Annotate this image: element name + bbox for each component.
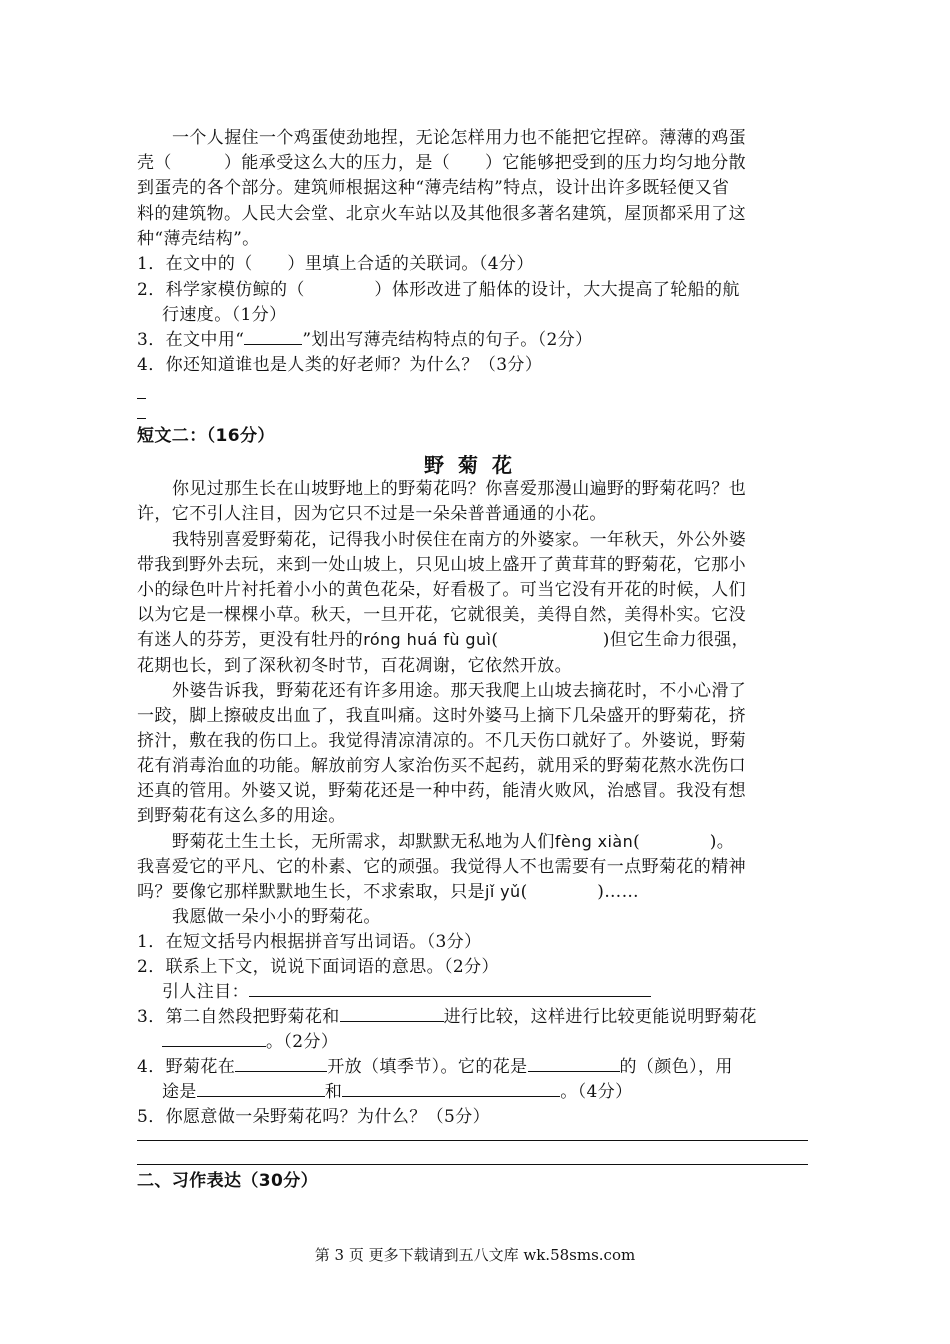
p2-question-4	[137, 1056, 733, 1078]
passage2-line: 花期也长，到了深秋初冬时节，百花凋谢，它依然开放。	[137, 656, 572, 676]
passage2-line: 以为它是一棵棵小草。秋天，一旦开花，它就很美，美得自然，美得朴实。它没	[137, 605, 746, 625]
p1-question-2: 2．科学家模仿鲸的（ ）体形改进了船体的设计，大大提高了轮船的航	[137, 280, 740, 300]
p2-question-1: 1．在短文括号内根据拼音写出词语。（3分）	[137, 932, 482, 952]
passage1-line: 壳（ ）能承受这么大的压力，是（ ）它能够把受到的压力均匀地分散	[137, 153, 746, 173]
section2-heading: 二、习作表达（30分）	[137, 1171, 319, 1191]
answer-line[interactable]	[137, 1140, 808, 1141]
passage2-line	[137, 629, 749, 651]
q4-suffix: 的（颜色），用	[619, 1057, 733, 1077]
q3-prefix: 3．在文中用“	[137, 330, 245, 350]
p1-question-2-cont: 行速度。（1分）	[162, 305, 287, 325]
answer-line-stub	[137, 398, 146, 399]
answer-line-stub	[137, 418, 146, 419]
answer-line[interactable]	[137, 1164, 808, 1165]
passage2-line: 一跤，脚上擦破皮出血了，我直叫痛。这时外婆马上摘下几朵盛开的野菊花，挤	[137, 706, 746, 726]
hope-line-prefix: 吗？要像它那样默默地生长，不求索取，只是	[137, 882, 485, 902]
q4b-mid: 和	[324, 1082, 343, 1102]
passage2-line: 花有消毒治血的功能。解放前穷人家治伤买不起药，就用采的野菊花熬水洗伤口	[137, 756, 746, 776]
passage2-line	[137, 881, 639, 903]
passage1-line: 料的建筑物。人民大会堂、北京火车站以及其他很多著名建筑，屋顶都采用了这	[137, 204, 746, 224]
passage2-line: 我喜爱它的平凡、它的朴素、它的顽强。我觉得人不也需要有一点野菊花的精神	[137, 857, 746, 877]
answer-blank[interactable]	[249, 982, 651, 997]
pinyin-ronghuafugui: róng huá fù guì	[363, 630, 492, 649]
q4b-prefix: 途是	[162, 1082, 197, 1102]
answer-blank[interactable]	[528, 1057, 620, 1072]
contribute-line-prefix: 野菊花土生土长，无所需求，却默默无私地为人们	[172, 832, 555, 852]
contribute-line-suffix: ( )。	[633, 832, 735, 852]
passage2-line: 我特别喜爱野菊花，记得我小时侯住在南方的外婆家。一年秋天，外公外婆	[172, 530, 747, 550]
pinyin-fengxian: fèng xiàn	[554, 832, 634, 851]
passage2-line: 许，它不引人注目，因为它只不过是一朵朵普普通通的小花。	[137, 504, 607, 524]
passage2-line	[172, 831, 734, 853]
answer-blank[interactable]	[244, 330, 302, 345]
passage2-line: 到野菊花有这么多的用途。	[137, 806, 346, 826]
p1-question-3	[137, 329, 593, 351]
passage1-line: 种“薄壳结构”。	[137, 229, 260, 249]
passage2-line: 你见过那生长在山坡野地上的野菊花吗？你喜爱那漫山遍野的野菊花吗？也	[172, 479, 747, 499]
passage2-heading: 短文二：（16分）	[137, 426, 275, 446]
p2-question-3-cont	[162, 1031, 338, 1053]
p1-question-1: 1．在文中的（ ）里填上合适的关联词。（4分）	[137, 254, 534, 274]
q3-suffix: 进行比较，这样进行比较更能说明野菊花	[443, 1007, 757, 1027]
pinyin-jiyu: jǐ yǔ	[485, 882, 521, 901]
passage2-line: 我愿做一朵小小的野菊花。	[172, 907, 381, 927]
q4b-suffix: 。（4分）	[560, 1082, 633, 1102]
p2-question-3	[137, 1006, 757, 1028]
term-label: 引人注目：	[162, 982, 249, 1002]
q3-suffix: ”划出写薄壳结构特点的句子。（2分）	[302, 330, 593, 350]
answer-blank[interactable]	[235, 1057, 327, 1072]
answer-blank[interactable]	[342, 1082, 560, 1097]
passage2-line: 还真的管用。外婆又说，野菊花还是一种中药，能清火败风，治感冒。我没有想	[137, 781, 746, 801]
answer-blank[interactable]	[197, 1082, 325, 1097]
q4-prefix: 4．野菊花在	[137, 1057, 236, 1077]
passage2-line: 小的绿色叶片衬托着小小的黄色花朵，好看极了。可当它没有开花的时候，人们	[137, 580, 746, 600]
p2-question-4-cont	[162, 1081, 633, 1103]
p1-question-4: 4．你还知道谁也是人类的好老师？为什么？（3分）	[137, 355, 543, 375]
q3-end: 。（2分）	[266, 1032, 339, 1052]
p2-question-2-term	[162, 981, 651, 1003]
peony-line-suffix: ( )但它生命力很强，	[491, 630, 750, 650]
hope-line-suffix: ( )……	[520, 882, 640, 902]
passage2-line: 外婆告诉我，野菊花还有许多用途。那天我爬上山坡去摘花时，不小心滑了	[172, 681, 747, 701]
p2-question-2: 2．联系上下文，说说下面词语的意思。（2分）	[137, 957, 499, 977]
passage2-title: 野菊花	[424, 453, 526, 477]
passage2-line: 带我到野外去玩，来到一处山坡上，只见山坡上盛开了黄茸茸的野菊花，它那小	[137, 555, 746, 575]
page-footer: 第 3 页 更多下载请到五八文库 wk.58sms.com	[314, 1246, 636, 1264]
passage1-line: 到蛋壳的各个部分。建筑师根据这种“薄壳结构”特点，设计出许多既轻便又省	[137, 178, 730, 198]
passage1-line: 一个人握住一个鸡蛋使劲地捏，无论怎样用力也不能把它捏碎。薄薄的鸡蛋	[172, 128, 747, 148]
p2-question-5: 5．你愿意做一朵野菊花吗？为什么？（5分）	[137, 1107, 491, 1127]
answer-blank[interactable]	[340, 1007, 444, 1022]
peony-line-prefix: 有迷人的芬芳，更没有牡丹的	[137, 630, 364, 650]
q4-mid: 开放（填季节）。它的花是	[327, 1057, 528, 1077]
answer-blank[interactable]	[162, 1032, 266, 1047]
q3-prefix: 3．第二自然段把野菊花和	[137, 1007, 340, 1027]
passage2-line: 挤汁，敷在我的伤口上。我觉得清凉清凉的。不几天伤口就好了。外婆说，野菊	[137, 731, 746, 751]
